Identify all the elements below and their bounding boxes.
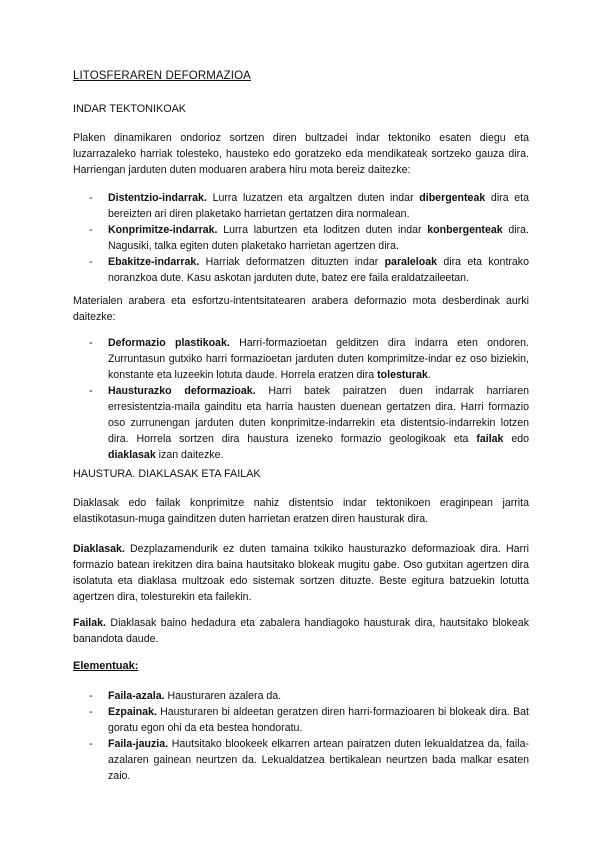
intro-paragraph: Plaken dinamikaren ondorioz sortzen diren bultzadei indar tektoniko esaten diegu eta luzarrazaleko harriak tolesteko, hausteko edo goratzeko eda mendikateak sortzeko gauza dira. Harriengan jarduten duten moduaren arabera hiru mota bereiz daitezke: <box>73 132 529 176</box>
list-item-bold: tolesturak <box>377 369 428 381</box>
section-heading-haustura: HAUSTURA. DIAKLASAK ETA FAILAK <box>73 468 261 480</box>
list-item-bold: konbergenteak <box>427 224 503 236</box>
list-item-text: Hausturaren bi aldeetan geratzen diren harri-formazioaren bi blokeak dira. Bat goratu egon ohi da eta bestea hondoratu. <box>108 706 529 734</box>
list-item-text: dira eta kontrako noranzkoa dute. Kasu askotan jarduten dute, batez ere faila eraldatzaileetan. <box>108 256 529 284</box>
list-item-text: Harri-formazioetan gelditzen dira indarra eten ondoren. Zurruntasun gutxiko harri formazioetan jarduten duten komprimitze-indar ez oso biziekin, konstante eta luzeekin lotuta daude. Horrela eratzen dira <box>108 337 529 381</box>
bullet-dash: - <box>89 690 93 702</box>
list-item-ezpainak <box>73 704 529 736</box>
list-item-term: Hausturazko deformazioak. <box>108 385 256 397</box>
list-item-text: Hautsitako blookeek elkarren artean pairatzen duten lekualdatzea da, faila-azalaren gainean neurtzen da. Lekualdatzea bertikalean neurtzen bada malkar esaten zaio. <box>108 738 529 782</box>
list-item-term: Ezpainak. <box>108 706 157 718</box>
forces-list <box>73 190 529 286</box>
elementuak-heading: Elementuak: <box>73 660 139 672</box>
list-item-konprimitze <box>73 222 529 254</box>
page-title: LITOSFERAREN DEFORMAZIOA <box>73 70 251 82</box>
list-item-text: edo <box>503 433 529 445</box>
list-item-text: Lurra laburtzen eta loditzen duten indar <box>217 224 428 236</box>
list-item-bold: dibergenteak <box>419 192 486 204</box>
list-item-bold: diaklasak <box>108 449 156 461</box>
haustura-intro-paragraph: Diaklasak edo failak konprimitze nahiz distentsio indar tektonikoen eraginpean jarrita elastikotasun-muga gainditzen duten harrietan eratzen diren hausturak dira. <box>73 497 529 525</box>
failak-text: Diaklasak baino hedadura eta zabalera handiagoko hausturak dira, hautsitako blokeak banandota daude. <box>73 617 529 645</box>
list-item-faila-azala <box>73 688 529 704</box>
list-item-bold: failak <box>476 433 504 445</box>
bullet-dash: - <box>89 706 93 718</box>
list-item-text: Lurra luzatzen eta argaltzen duten indar <box>206 192 420 204</box>
bullet-dash: - <box>89 256 93 268</box>
bullet-dash: - <box>89 224 93 236</box>
list-item-plastikoak <box>73 335 529 383</box>
bullet-dash: - <box>89 385 93 397</box>
list-item-term: Faila-jauzia. <box>108 738 169 750</box>
list-item-term: Distentzio-indarrak. <box>108 192 207 204</box>
list-item-bold: paraleloak <box>384 256 437 268</box>
diaklasak-paragraph <box>73 541 529 605</box>
list-item-term: Faila-azala. <box>108 690 165 702</box>
list-item-text: izan daitezke. <box>155 449 224 461</box>
list-item-term: Deformazio plastikoak. <box>108 337 230 349</box>
intro-paragraph-2: Materialen arabera eta esfortzu-intentsitatearen arabera deformazio mota desberdinak aurki daitezke: <box>73 295 529 323</box>
diaklasak-term: Diaklasak. <box>73 543 125 555</box>
failak-paragraph <box>73 615 529 647</box>
bullet-dash: - <box>89 192 93 204</box>
list-item-text: Harriak deformatzen dituzten indar <box>199 256 385 268</box>
section-heading-indar-tektonikoak: INDAR TEKTONIKOAK <box>73 103 186 115</box>
list-item-distentzio <box>73 190 529 222</box>
bullet-dash: - <box>89 738 93 750</box>
list-item-text: . <box>427 369 431 381</box>
elements-list <box>73 688 529 784</box>
list-item-term: Konprimitze-indarrak. <box>108 224 218 236</box>
list-item-hausturazko <box>73 383 529 463</box>
list-item-term: Ebakitze-indarrak. <box>108 256 200 268</box>
failak-term: Failak. <box>73 617 106 629</box>
deformations-list <box>73 335 529 463</box>
list-item-faila-jauzia <box>73 736 529 784</box>
bullet-dash: - <box>89 337 93 349</box>
diaklasak-text: Dezplazamendurik ez duten tamaina txikiko hausturazko deformazioak dira. Harri formazio batean irekitzen dira baina hautsitako blokeak mugitu gabe. Oso gutxitan agertzen dira isolatuta eta diaklasa multzoak edo sistemak sortzen dituzte. Beste egitura batzuekin lotutta agertzen dira, tolesturekin eta failekin. <box>73 543 529 603</box>
list-item-text: Hausturaren azalera da. <box>164 690 282 702</box>
list-item-text: dira eta bereizten ari diren plaketako harrietan gertatzen dira normalean. <box>108 192 530 220</box>
list-item-text: dira. Nagusiki, talka egiten duten plaketako harrietan agertzen dira. <box>108 224 529 252</box>
list-item-ebakitze <box>73 254 529 286</box>
list-item-text: Harri batek pairatzen duen indarrak harriaren erresistentzia-maila gainditu eta harria hausten duenean gertatzen dira. Harri formazio oso zurrunengan jarduten duten konprimitze-indarrekin eta distentsio-indarrekin lotzen dira. Horrela sortzen dira haustura izeneko formazio geologikoak eta <box>108 385 530 445</box>
